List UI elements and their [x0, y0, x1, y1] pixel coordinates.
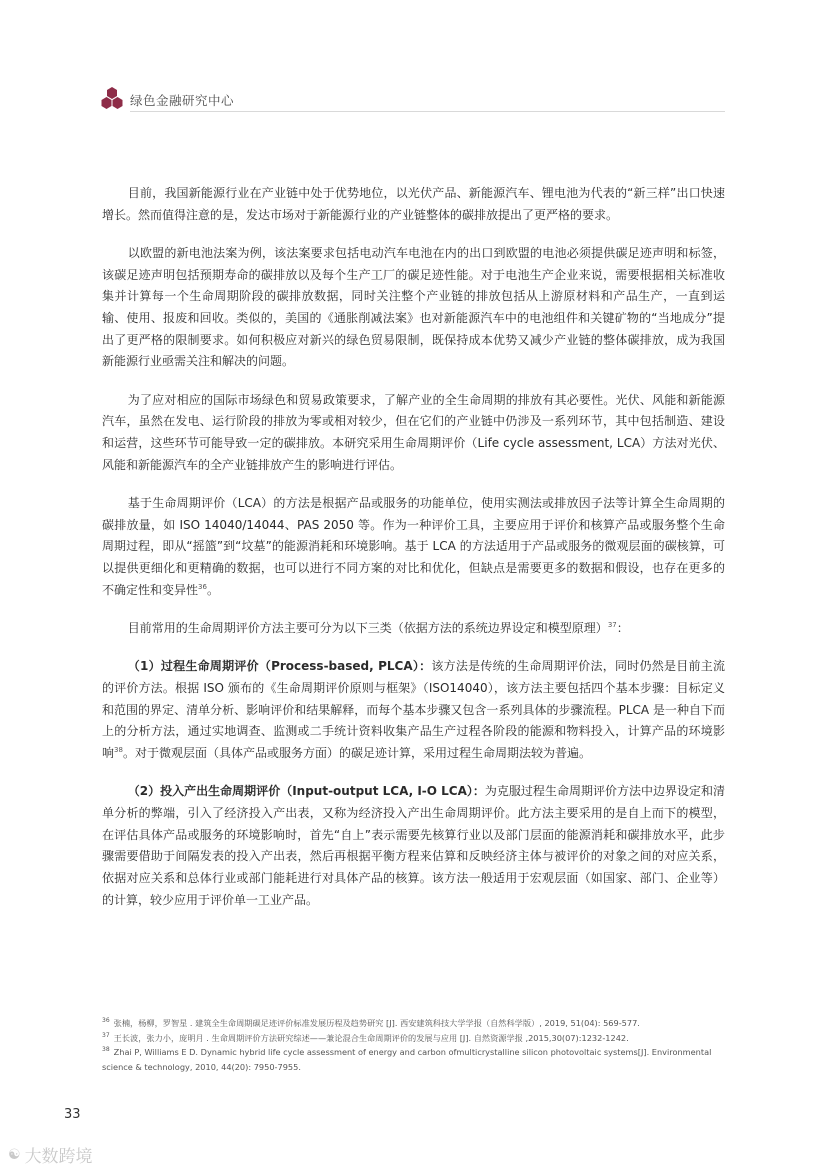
method-iolca-text: 为克服过程生命周期评价方法中边界设定和清单分析的弊端，引入了经济投入产出表，又称为经济投入产出生命周期评价。此方法主要采用的是自上而下的模型，在评估具体产品或服务的环境影响时，首先“自上”表示需要先核算行业以及部门层面的能源消耗和碳排放水平，此步骤需要借助于间隔发表的投入产出表，然后再根据平衡方程来估算和反映经济主体与被评价的对象之间的对应关系，依据对应关系和总体行业或部门能耗进行对具体产品的核算。该方法一般适用于宏观层面（如国家、部门、企业等）的计算，较少应用于评价单一工业产品。: [102, 784, 725, 907]
watermark-text: 大数跨境: [24, 1147, 93, 1167]
paragraph-4: [102, 493, 725, 602]
footnote-number: 37: [102, 1031, 110, 1039]
method-iolca: [102, 781, 725, 911]
footnote-number: 38: [102, 1046, 110, 1054]
paragraph-2: 以欧盟的新电池法案为例，该法案要求包括电动汽车电池在内的出口到欧盟的电池必须提供碳足迹声明和标签，该碳足迹声明包括预期寿命的碳排放以及每个生产工厂的碳足迹性能。对于电池生产企业来说，需要根据相关标准收集并计算每一个生命周期阶段的碳排放数据，同时关注整个产业链的排放包括从上游原材料和产品生产，一直到运输、使用、报废和回收。类似的，美国的《通胀削减法案》也对新能源汽车中的电池组件和关键矿物的“当地成分”提出了更严格的限制要求。如何积极应对新兴的绿色贸易限制，既保持成本优势又减少产业链的整体碳排放，成为我国新能源行业亟需关注和解决的问题。: [102, 245, 725, 369]
paragraph-5-end: ：: [616, 620, 629, 635]
footnotes: [102, 1016, 727, 1074]
footnote-text: 张楠，杨柳，罗智星 . 建筑全生命周期碳足迹评价标准发展历程及趋势研究 [J]. 西安建筑科技大学学报（自然科学版）, 2019, 51(04): 569-577.: [113, 1018, 640, 1028]
paragraph-5-text: 目前常用的生命周期评价方法主要可分为以下三类（依据方法的系统边界设定和模型原理）: [127, 620, 608, 635]
watermark: [8, 1142, 93, 1167]
method-iolca-title: （2）投入产出生命周期评价（Input-output LCA, I-O LCA）：: [127, 784, 485, 799]
paragraph-4-end: 。: [206, 582, 219, 597]
footnote-text: 王长波，张力小，庞明月 . 生命周期评价方法研究综述——兼论混合生命周期评价的发展与应用 [J]. 自然资源学报 ,2015,30(07):1232-1242.: [113, 1032, 629, 1043]
footnote-ref: 38: [114, 745, 123, 754]
page-header: [100, 86, 725, 116]
method-plca-text: 该方法是传统的生命周期评价法，同时仍然是目前主流的评价方法。根据 ISO 颁布的《生命周期评价原则与框架》（ISO14040），该方法主要包括四个基本步骤：目标定义和范围的界定、清单分析、影响评价和结果解释，而每个基本步骤又包含一系列具体的步骤流程。PLCA 是一种自下而上的分析方法，通过实地调查、监测或二手统计资料收集产品生产过程各阶段的能源和物料投入，计算产品的环境影响: [102, 659, 725, 760]
org-name: 绿色金融研究中心: [130, 93, 235, 108]
paragraph-3: 为了应对相应的国际市场绿色和贸易政策要求，了解产业的全生命周期的排放有其必要性。光伏、风能和新能源汽车，虽然在发电、运行阶段的排放为零或相对较少，但在它们的产业链中仍涉及一系列环节，其中包括制造、建设和运营，这些环节可能导致一定的碳排放。本研究采用生命周期评价（Life cycle assessment, LCA）方法对光伏、风能和新能源汽车的全产业链排放产生的影响进行评估。: [102, 392, 725, 472]
hexagon-logo-icon: [100, 86, 124, 114]
footnote-number: 36: [102, 1017, 110, 1025]
page-number: 33: [64, 1107, 81, 1122]
method-plca: [102, 656, 725, 765]
method-plca-text-2: 。对于微观层面（具体产品或服务方面）的碳足迹计算，采用过程生命周期法较为普遍。: [122, 745, 591, 760]
watermark-logo-icon: ☯: [8, 1146, 21, 1163]
method-plca-title: （1）过程生命周期评价（Process-based, PLCA）：: [127, 659, 432, 674]
paragraph-1: 目前，我国新能源行业在产业链中处于优势地位，以光伏产品、新能源汽车、锂电池为代表的“新三样”出口快速增长。然而值得注意的是，发达市场对于新能源行业的产业链整体的碳排放提出了更严格的要求。: [102, 186, 725, 222]
footnote-item: [102, 1016, 727, 1031]
footnote-ref: 37: [607, 620, 617, 629]
paragraph-4-text: 基于生命周期评价（LCA）的方法是根据产品或服务的功能单位，使用实测法或排放因子法等计算全生命周期的碳排放量，如 ISO 14040/14044、PAS 2050 等。作为一种评价工具，主要应用于评价和核算产品或服务整个生命周期过程，即从“摇篮”到“坟墓”的能源消耗和环境影响。基于 LCA 的方法适用于产品或服务的微观层面的碳核算，可以提供更细化和更精确的数据，也可以进行不同方案的对比和优化，但缺点是需要更多的数据和假设，也存在更多的不确定性和变异性: [102, 495, 725, 597]
footnote-item: [102, 1031, 727, 1046]
header-divider: [130, 111, 725, 112]
body-text: [102, 183, 725, 928]
footnote-ref: 36: [198, 582, 207, 591]
footnote-item: [102, 1045, 727, 1074]
footnote-text: Zhai P, Williams E D. Dynamic hybrid life cycle assessment of energy and carbon ofmulticrystalline silicon photovoltaic systems[J]. Environmental science & technology, 2010, 44(20): 7950-7955.: [102, 1047, 712, 1072]
paragraph-5: [102, 618, 725, 640]
